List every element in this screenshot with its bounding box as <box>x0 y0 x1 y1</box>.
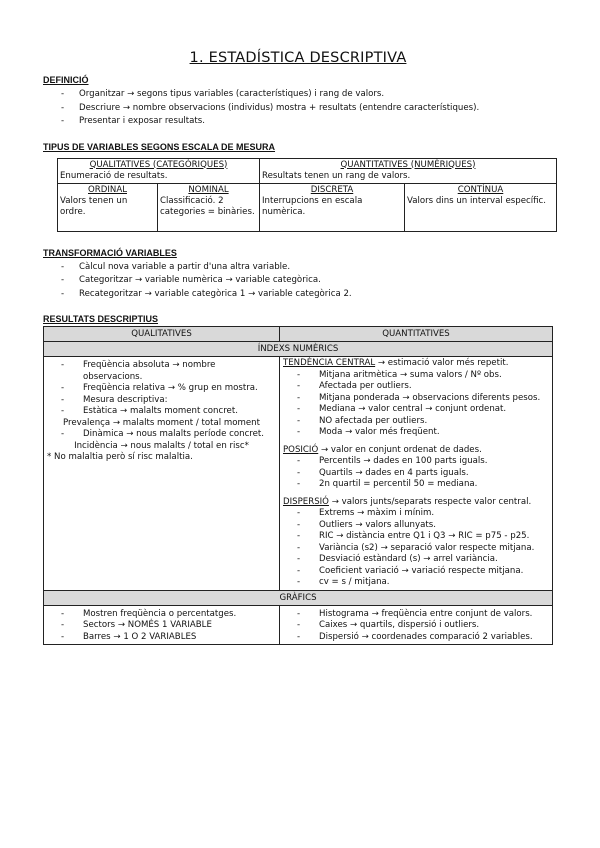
list-item: - Coeficient variació → variació respecte mitjana. <box>297 566 549 578</box>
indexs-header: ÍNDEXS NUMÈRICS <box>44 342 553 357</box>
graf-qual-list <box>47 609 276 644</box>
dispersio-label: DISPERSIÓ <box>283 496 329 507</box>
list-item: - Mesura descriptiva: <box>61 395 276 407</box>
list-item: - NO afectada per outliers. <box>297 416 549 428</box>
qual-list <box>47 360 276 406</box>
ordinal-desc: Valors tenen un ordre. <box>60 195 128 217</box>
tendencia-label: TENDÈNCIA CENTRAL <box>283 358 376 368</box>
quant-head: QUANTITATIVES (NUMÈRIQUES) <box>340 159 476 170</box>
list-item: - Freqüència absoluta → nombre observacions. <box>61 360 276 383</box>
page-title: 1. ESTADÍSTICA DESCRIPTIVA <box>189 50 407 66</box>
col-qual-header: QUALITATIVES <box>44 327 280 342</box>
posicio-text: → valor en conjunt ordenat de dades. <box>320 444 482 455</box>
list-item: - Histograma → freqüència entre conjunt de valors. <box>297 609 549 621</box>
transformacio-list <box>43 261 553 302</box>
discreta-cell <box>260 183 405 231</box>
continua-head: CONTÍNUA <box>457 184 504 195</box>
footnote: * No malaltia però sí risc malaltia. <box>47 452 193 462</box>
posicio-label: POSICIÓ <box>283 444 319 455</box>
list-item: - Categoritzar → variable numèrica → variable categòrica. <box>61 274 553 288</box>
list-item: - Caixes → quartils, dispersió i outliers. <box>297 620 549 632</box>
tendencia-line <box>283 358 549 370</box>
list-item: - Desviació estàndard (s) → arrel variància. <box>297 554 549 566</box>
cv-sub-list <box>283 577 549 589</box>
list-item: - Descriure → nombre observacions (individus) mostra + resultats (entendre característiques). <box>61 102 553 116</box>
list-item: - Sectors → NOMÉS 1 VARIABLE <box>61 620 276 632</box>
page <box>43 50 553 645</box>
section-tipus <box>43 142 553 232</box>
list-item: - Recategoritzar → variable categòrica 1 → variable categòrica 2. <box>61 288 553 302</box>
col-quant-header: QUANTITATIVES <box>280 327 553 342</box>
list-item: - Presentar i exposar resultats. <box>61 115 553 129</box>
list-item: - Mostren freqüència o percentatges. <box>61 609 276 621</box>
list-item: - Variància (s2) → separació valor respecte mitjana. <box>297 543 549 555</box>
list-item: - Dispersió → coordenades comparació 2 variables. <box>297 632 549 644</box>
definicio-list <box>43 88 553 129</box>
dinamica-list <box>47 429 276 441</box>
section-transformacio <box>43 248 553 302</box>
list-item: - Extrems → màxim i mínim. <box>297 508 549 520</box>
list-item: - Barres → 1 O 2 VARIABLES <box>61 632 276 644</box>
incidencia-text: Incidència → nous malalts / total en risc* <box>74 440 249 451</box>
tipus-heading: TIPUS DE VARIABLES SEGONS ESCALA DE MESURA <box>43 141 276 152</box>
list-item: - Percentils → dades en 100 parts iguals. <box>297 456 549 468</box>
list-item: - Moda → valor més freqüent. <box>297 427 549 439</box>
prevalenca-text: Prevalença → malalts moment / total moment <box>63 417 260 428</box>
list-item: - Quartils → dades en 4 parts iguals. <box>297 468 549 480</box>
tendencia-list-3 <box>283 427 549 439</box>
quant-indexs-cell <box>280 357 553 591</box>
dispersio-list <box>283 508 549 577</box>
ordinal-cell <box>58 183 158 231</box>
tendencia-list-2 <box>283 393 549 416</box>
posicio-list <box>283 456 549 479</box>
estatica-list <box>47 406 276 418</box>
resultats-table <box>43 326 553 645</box>
quartil-sub-list <box>283 479 549 491</box>
list-item: - cv = s / mitjana. <box>297 577 549 589</box>
list-item: - 2n quartil = percentil 50 = mediana. <box>297 479 549 491</box>
qual-grafics-cell <box>44 605 280 645</box>
posicio-line <box>283 445 549 457</box>
nominal-desc: Classificació. 2 categories = binàries. <box>160 195 255 217</box>
list-item: - Freqüència relativa → % grup en mostra. <box>61 383 276 395</box>
grafics-header: GRÀFICS <box>44 590 553 605</box>
definicio-heading: DEFINICIÓ <box>43 75 89 85</box>
qual-cell <box>58 158 260 183</box>
continua-cell <box>405 183 557 231</box>
dispersio-text: → valors junts/separats respecte valor central. <box>331 496 532 507</box>
list-item: - Dinàmica → nous malalts període concret. <box>61 429 276 441</box>
mediana-sub-list <box>283 416 549 428</box>
tendencia-text: → estimació valor més repetit. <box>377 358 509 368</box>
discreta-desc: Interrupcions en escala numèrica. <box>262 195 363 217</box>
mitjana-sub-list <box>283 381 549 393</box>
qual-head: QUALITATIVES (CATEGÒRIQUES) <box>89 159 228 170</box>
resultats-heading: RESULTATS DESCRIPTIUS <box>43 314 159 324</box>
list-item: - Mitjana aritmètica → suma valors / Nº obs. <box>297 370 549 382</box>
quant-desc: Resultats tenen un rang de valors. <box>262 170 411 181</box>
qual-desc: Enumeració de resultats. <box>60 170 168 181</box>
quant-cell <box>260 158 557 183</box>
tipus-table <box>57 158 557 232</box>
qual-indexs-cell <box>44 357 280 591</box>
nominal-head: NOMINAL <box>188 184 229 195</box>
section-resultats <box>43 314 553 645</box>
ordinal-head: ORDINAL <box>88 184 127 195</box>
nominal-cell <box>158 183 260 231</box>
discreta-head: DISCRETA <box>310 184 354 195</box>
tendencia-list <box>283 370 549 382</box>
list-item: - Outliers → valors allunyats. <box>297 520 549 532</box>
transformacio-heading: TRANSFORMACIÓ VARIABLES <box>43 247 177 258</box>
quant-grafics-cell <box>280 605 553 645</box>
section-definicio <box>43 75 553 129</box>
list-item: - Afectada per outliers. <box>297 381 549 393</box>
list-item: - Estàtica → malalts moment concret. <box>61 406 276 418</box>
dispersio-line <box>283 497 549 509</box>
graf-quant-list <box>283 609 549 644</box>
continua-desc: Valors dins un interval específic. <box>407 195 546 206</box>
list-item: - RIC → distància entre Q1 i Q3 → RIC = p75 - p25. <box>297 531 549 543</box>
list-item: - Càlcul nova variable a partir d'una altra variable. <box>61 261 553 275</box>
list-item: - Mitjana ponderada → observacions diferents pesos. <box>297 393 549 405</box>
list-item: - Mediana → valor central → conjunt ordenat. <box>297 404 549 416</box>
list-item: - Organitzar → segons tipus variables (característiques) i rang de valors. <box>61 88 553 102</box>
